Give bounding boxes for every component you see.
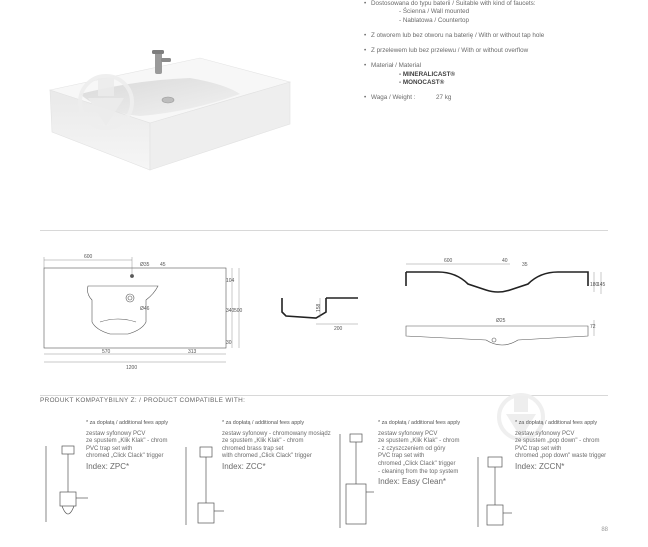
product-index: Index: ZCC*: [222, 461, 266, 471]
trap-set-easy-clean-icon: [336, 432, 376, 537]
spec-faucet-wall: - Ścienna / Wall mounted: [399, 8, 470, 16]
dim-35: Ø35: [140, 262, 150, 268]
spec-faucets: [364, 0, 644, 25]
dim-500: 500: [234, 308, 243, 314]
product-line: chromed „Click Clack" trigger: [378, 460, 456, 467]
dim-180: 180: [590, 282, 599, 288]
product-line: with chromed „Click Clack" trigger: [222, 453, 312, 460]
product-index: Index: ZCCN*: [515, 461, 565, 471]
spec-faucets-label: • Dostosowana do typu baterii / Suitable with kind of faucets:: [371, 0, 536, 7]
dim-145: 145: [597, 282, 606, 288]
trap-set-zcc-icon: [180, 445, 225, 535]
side-view-drawing: [276, 290, 366, 335]
dim-40: 40: [502, 258, 508, 264]
product-line: PVC trap set with: [86, 445, 133, 452]
product-fee: * za dopłatą / additional fees apply: [222, 420, 305, 426]
product-index: Index: Easy Clean*: [378, 477, 447, 487]
dim-340: 340: [226, 308, 235, 314]
product-fee: * za dopłatą / additional fees apply: [515, 420, 598, 426]
spec-weight-value: 27 kg: [436, 94, 452, 102]
compat-title: PRODUKT KOMPATYBILNY Z: / PRODUCT COMPATIBLE WITH:: [40, 397, 246, 404]
spec-weight-label: Waga / Weight :: [371, 94, 416, 102]
product-index: Index: ZPC*: [86, 461, 130, 471]
dim-158: 158: [316, 303, 322, 312]
product-line: ze spustem „pop down" - chrom: [515, 438, 600, 445]
dim-35: 35: [522, 262, 528, 268]
trap-set-zpc-icon: [40, 442, 90, 532]
dim-46: Ø46: [140, 306, 150, 312]
product-line: chromed „Click Clack" trigger: [86, 453, 164, 460]
section-view-drawing: [398, 250, 613, 360]
product-line: ze spustem „Klik Klak" - chrom: [378, 438, 460, 445]
product-line: ze spustem „Klik Klak" - chrom: [222, 438, 304, 445]
product-fee: * za dopłatą / additional fees apply: [86, 420, 169, 426]
product-line: chromed brass trap set: [222, 445, 284, 452]
spec-material-2: - MONOCAST®: [399, 79, 445, 87]
top-view-drawing: [36, 250, 246, 375]
product-line: PVC trap set with: [515, 445, 562, 452]
dim-600: 600: [84, 254, 93, 260]
trap-set-zccn-icon: [474, 455, 514, 535]
spec-overflow: • Z przelewem lub bez przelewu / With or without overflow: [364, 47, 644, 55]
product-line: zestaw syfonowy PCV: [378, 430, 438, 437]
product-zccn: [515, 420, 643, 471]
dim-104: 104: [226, 278, 235, 284]
dim-45: 45: [160, 262, 166, 268]
dim-72: 72: [590, 324, 596, 330]
product-line: - z czyszczeniem od góry: [378, 445, 446, 452]
dim-1200: 1200: [126, 365, 138, 371]
spec-faucet-counter: - Nablatowa / Countertop: [399, 16, 470, 24]
spec-list: [364, 0, 644, 110]
spec-material: [364, 62, 644, 87]
dim-25: Ø25: [496, 318, 506, 324]
dim-200: 200: [334, 326, 343, 332]
product-line: chromed „pop down" waste trigger: [515, 453, 607, 460]
product-line: PVC trap set with: [378, 453, 425, 460]
dim-313: 313: [188, 349, 197, 355]
product-fee: * za dopłatą / additional fees apply: [378, 420, 461, 426]
product-line: zestaw syfonowy - chromowany mosiądz: [222, 430, 331, 437]
product-line: ze spustem „Klik Klak" - chrom: [86, 438, 168, 445]
product-line: zestaw syfonowy PCV: [515, 430, 575, 437]
product-line: zestaw syfonowy PCV: [86, 430, 146, 437]
spec-material-label: • Materiał / Material: [371, 62, 422, 70]
sink-product-image: [40, 20, 300, 190]
spec-tap-hole: • Z otworem lub bez otworu na baterię / With or without tap hole: [364, 32, 644, 40]
page-number: 88: [601, 527, 608, 533]
spec-material-1: - MINERALICAST®: [399, 70, 456, 78]
dim-30: 30: [226, 340, 232, 346]
dim-600: 600: [444, 258, 453, 264]
spec-weight: [364, 94, 644, 102]
product-line: - cleaning from the top system: [378, 468, 459, 475]
dim-570: 570: [102, 349, 111, 355]
separator-top: [40, 230, 608, 231]
